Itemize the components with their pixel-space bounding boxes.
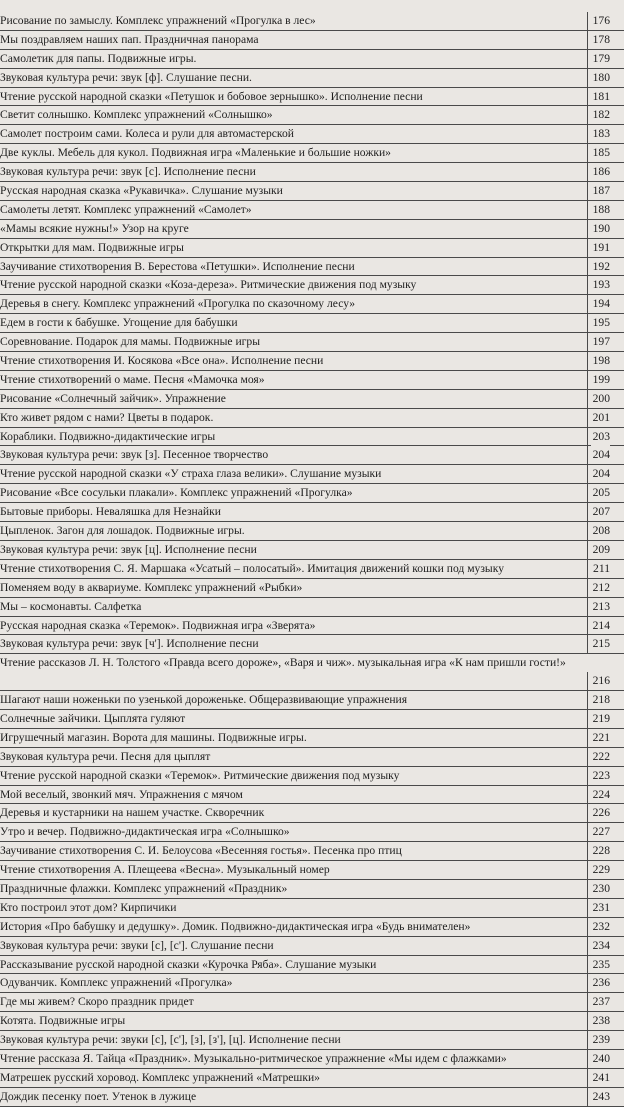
- column-divider: [587, 220, 588, 239]
- toc-entry-page-number: 199: [591, 371, 610, 389]
- toc-entry-page-number: 187: [591, 182, 610, 200]
- column-divider: [587, 956, 588, 975]
- column-divider: [587, 258, 588, 277]
- toc-entry-page-number: 192: [591, 258, 610, 276]
- toc-entry-page-number: 235: [591, 956, 610, 974]
- toc-entry-title: Чтение стихотворений о маме. Песня «Мамочка моя»: [0, 372, 265, 386]
- toc-entry-page-number: 219: [591, 710, 610, 728]
- toc-entry: [0, 710, 624, 729]
- toc-entry-page-number: 226: [591, 804, 610, 822]
- toc-entry-title: Заучивание стихотворения В. Берестова «Петушки». Исполнение песни: [0, 259, 355, 273]
- toc-entry-title: Звуковая культура речи: звуки [с], [с'], [з], [з'], [ц]. Исполнение песни: [0, 1033, 341, 1047]
- toc-entry-title: Чтение русской народной сказки «Коза-дереза». Ритмические движения под музыку: [0, 278, 417, 292]
- column-divider: [587, 598, 588, 617]
- toc-entry: [0, 767, 624, 786]
- column-divider: [587, 390, 588, 409]
- toc-entry: [0, 409, 624, 428]
- column-divider: [587, 861, 588, 880]
- toc-entry-title: Мы – космонавты. Салфетка: [0, 599, 142, 613]
- column-divider: [587, 333, 588, 352]
- toc-entry-title: Деревья и кустарники на нашем участке. Скворечник: [0, 806, 265, 820]
- column-divider: [587, 276, 588, 295]
- toc-entry: [0, 598, 624, 617]
- column-divider: [587, 465, 588, 484]
- toc-entry: [0, 106, 624, 125]
- toc-entry-page-number: 216: [591, 672, 610, 690]
- toc-entry-page-number: 182: [591, 106, 610, 124]
- toc-entry-page-number: 215: [591, 635, 610, 653]
- toc-entry-page-number: 193: [591, 276, 610, 294]
- toc-entry-page-number: 213: [591, 598, 610, 616]
- toc-entry-page-number: 212: [591, 579, 610, 597]
- toc-entry-page-number: 201: [591, 409, 610, 427]
- toc-entry-title: Чтение русской народной сказки «У страха глаза велики». Слушание музыки: [0, 467, 382, 481]
- toc-entry: [0, 314, 624, 333]
- toc-entry: [0, 276, 624, 295]
- column-divider: [587, 69, 588, 88]
- toc-entry-title: Две куклы. Мебель для кукол. Подвижная игра «Маленькие и большие ножки»: [0, 146, 391, 160]
- toc-entry-page-number: 179: [591, 50, 610, 68]
- toc-entry-page-number: 186: [591, 163, 610, 181]
- toc-entry-title: Котята. Подвижные игры: [0, 1014, 126, 1028]
- toc-entry-title: Звуковая культура речи: звук [з]. Песенное творчество: [0, 448, 269, 462]
- toc-entry: [0, 691, 624, 710]
- toc-entry-title: Русская народная сказка «Теремок». Подвижная игра «Зверята»: [0, 618, 316, 632]
- toc-entry: [0, 69, 624, 88]
- toc-entry-title: История «Про бабушку и дедушку». Домик. Подвижно-дидактическая игра «Будь внимателен»: [0, 919, 471, 933]
- table-of-contents: [0, 12, 624, 1107]
- toc-entry-title: Звуковая культура речи: звуки [с], [с']. Слушание песни: [0, 938, 274, 952]
- column-divider: [587, 691, 588, 710]
- toc-entry-page-number: 205: [591, 484, 610, 502]
- toc-entry-page-number: 211: [591, 560, 610, 578]
- column-divider: [587, 182, 588, 201]
- toc-entry: [0, 899, 624, 918]
- column-divider: [587, 1069, 588, 1088]
- toc-entry-title: Утро и вечер. Подвижно-дидактическая игра «Солнышко»: [0, 825, 290, 839]
- column-divider: [587, 617, 588, 636]
- toc-entry-title: Звуковая культура речи: звук [ф]. Слушание песни.: [0, 70, 252, 84]
- toc-entry: [0, 579, 624, 598]
- column-divider: [587, 295, 588, 314]
- column-divider: [587, 314, 588, 333]
- toc-entry: [0, 1012, 624, 1031]
- toc-entry: [0, 937, 624, 956]
- toc-entry: [0, 333, 624, 352]
- toc-entry-title: Игрушечный магазин. Ворота для машины. Подвижные игры.: [0, 730, 307, 744]
- toc-entry-page-number: 194: [591, 295, 610, 313]
- toc-entry-title: Бытовые приборы. Неваляшка для Незнайки: [0, 505, 221, 519]
- toc-entry: [0, 560, 624, 579]
- toc-entry-page-number: 236: [591, 974, 610, 992]
- toc-entry: [0, 144, 624, 163]
- toc-entry-title: Звуковая культура речи: звук [ч']. Исполнение песни: [0, 637, 259, 651]
- column-divider: [587, 446, 588, 465]
- toc-entry-title: Рисование «Солнечный зайчик». Упражнение: [0, 391, 226, 405]
- toc-entry-page-number: 214: [591, 617, 610, 635]
- column-divider: [587, 125, 588, 144]
- column-divider: [587, 823, 588, 842]
- toc-entry: [0, 1069, 624, 1088]
- toc-entry-title: Где мы живем? Скоро праздник придет: [0, 995, 194, 1009]
- column-divider: [587, 560, 588, 579]
- column-divider: [587, 767, 588, 786]
- column-divider: [587, 899, 588, 918]
- column-divider: [587, 1050, 588, 1069]
- toc-entry: [0, 295, 624, 314]
- toc-entry-title: Рисование по замыслу. Комплекс упражнений «Прогулка в лес»: [0, 14, 316, 27]
- toc-entry: [0, 617, 624, 636]
- toc-entry: [0, 956, 624, 975]
- toc-entry-page-number: 181: [591, 88, 610, 106]
- toc-entry: [0, 12, 624, 31]
- toc-entry: [0, 842, 624, 861]
- toc-entry-page-number: 239: [591, 1031, 610, 1049]
- toc-entry: [0, 352, 624, 371]
- column-divider: [587, 729, 588, 748]
- toc-entry-page-number: 237: [591, 993, 610, 1011]
- toc-entry-title: Мы поздравляем наших пап. Праздничная панорама: [0, 32, 259, 46]
- column-divider: [587, 31, 588, 50]
- toc-entry-title: Звуковая культура речи: звук [с]. Исполнение песни: [0, 165, 256, 179]
- column-divider: [587, 163, 588, 182]
- toc-entry: [0, 503, 624, 522]
- column-divider: [587, 484, 588, 503]
- toc-entry: [0, 31, 624, 50]
- toc-entry: [0, 201, 624, 220]
- toc-entry: [0, 729, 624, 748]
- toc-entry: [0, 654, 624, 691]
- toc-entry: [0, 182, 624, 201]
- toc-entry-title: Чтение стихотворения И. Косякова «Все она». Исполнение песни: [0, 354, 324, 368]
- toc-entry-title: Солнечные зайчики. Цыплята гуляют: [0, 711, 186, 725]
- toc-entry-title: Русская народная сказка «Рукавичка». Слушание музыки: [0, 184, 283, 198]
- toc-entry-page-number: 178: [591, 31, 610, 49]
- toc-entry: [0, 1050, 624, 1069]
- toc-entry-page-number: 222: [591, 748, 610, 766]
- column-divider: [587, 710, 588, 729]
- toc-entry-page-number: 232: [591, 918, 610, 936]
- toc-entry-title: Праздничные флажки. Комплекс упражнений «Праздник»: [0, 881, 288, 895]
- toc-entry: [0, 446, 624, 465]
- toc-entry-title: Самолет построим сами. Колеса и рули для автомастерской: [0, 127, 294, 141]
- column-divider: [587, 786, 588, 805]
- toc-entry-page-number: 204: [591, 465, 610, 483]
- toc-entry-title: Чтение стихотворения С. Я. Маршака «Усатый – полосатый». Имитация движений кошки под музыку: [0, 561, 504, 575]
- toc-entry-page-number: 243: [591, 1088, 610, 1106]
- toc-entry-page-number: 221: [591, 729, 610, 747]
- column-divider: [587, 503, 588, 522]
- toc-entry: [0, 163, 624, 182]
- column-divider: [587, 352, 588, 371]
- toc-entry-title: Звуковая культура речи. Песня для цыплят: [0, 749, 211, 763]
- toc-entry: [0, 50, 624, 69]
- column-divider: [587, 428, 588, 447]
- column-divider: [587, 239, 588, 258]
- toc-entry-title: Звуковая культура речи: звук [ц]. Исполнение песни: [0, 542, 257, 556]
- toc-entry-page-number: 204: [591, 446, 610, 464]
- toc-entry-title: Чтение рассказов Л. Н. Толстого «Правда всего дороже», «Варя и чиж». музыкальная игра «К нам пришли гости!»: [0, 656, 566, 670]
- toc-entry: [0, 804, 624, 823]
- column-divider: [587, 880, 588, 899]
- toc-entry-title: Заучивание стихотворения С. И. Белоусова «Весенняя гостья». Песенка про птиц: [0, 844, 402, 858]
- column-divider: [587, 804, 588, 823]
- toc-entry: [0, 541, 624, 560]
- toc-entry-page-number: 185: [591, 144, 610, 162]
- toc-entry-page-number: 234: [591, 937, 610, 955]
- toc-entry-title: Кто построил этот дом? Кирпичики: [0, 900, 177, 914]
- toc-entry-title: Соревнование. Подарок для мамы. Подвижные игры: [0, 335, 261, 349]
- column-divider: [587, 842, 588, 861]
- toc-entry-title: Мой веселый, звонкий мяч. Упражнения с мячом: [0, 787, 243, 801]
- toc-entry-title: Светит солнышко. Комплекс упражнений «Солнышко»: [0, 108, 273, 122]
- column-divider: [587, 144, 588, 163]
- toc-entry-page-number: 229: [591, 861, 610, 879]
- toc-entry-page-number: 238: [591, 1012, 610, 1030]
- toc-entry: [0, 371, 624, 390]
- toc-entry-title: Чтение русской народной сказки «Теремок». Ритмические движения под музыку: [0, 768, 400, 782]
- toc-entry-page-number: 241: [591, 1069, 610, 1087]
- toc-entry-page-number: 197: [591, 333, 610, 351]
- toc-entry-title: Самолетик для папы. Подвижные игры.: [0, 51, 197, 65]
- toc-entry: [0, 823, 624, 842]
- column-divider: [587, 974, 588, 993]
- toc-entry-title: Поменяем воду в аквариуме. Комплекс упражнений «Рыбки»: [0, 580, 303, 594]
- column-divider: [587, 522, 588, 541]
- toc-entry: [0, 1088, 624, 1107]
- column-divider: [587, 88, 588, 107]
- toc-entry-page-number: 180: [591, 69, 610, 87]
- toc-entry-page-number: 231: [591, 899, 610, 917]
- column-divider: [587, 50, 588, 69]
- toc-entry: [0, 918, 624, 937]
- toc-entry-page-number: 228: [591, 842, 610, 860]
- toc-entry-title: Рисование «Все сосульки плакали». Комплекс упражнений «Прогулка»: [0, 486, 353, 500]
- toc-entry-title: Дождик песенку поет. Утенок в лужице: [0, 1089, 197, 1103]
- toc-entry-page-number: 224: [591, 786, 610, 804]
- column-divider: [587, 937, 588, 956]
- column-divider: [587, 1012, 588, 1031]
- toc-entry: [0, 1031, 624, 1050]
- toc-entry-title: Рассказывание русской народной сказки «Курочка Ряба». Слушание музыки: [0, 957, 377, 971]
- column-divider: [587, 748, 588, 767]
- toc-entry-page-number: 208: [591, 522, 610, 540]
- column-divider: [587, 371, 588, 390]
- toc-entry-page-number: 209: [591, 541, 610, 559]
- toc-entry-page-number: 191: [591, 239, 610, 257]
- toc-entry: [0, 522, 624, 541]
- toc-entry-page-number: 223: [591, 767, 610, 785]
- toc-entry: [0, 258, 624, 277]
- toc-entry-title: Самолеты летят. Комплекс упражнений «Самолет»: [0, 202, 252, 216]
- toc-entry-title: Чтение русской народной сказки «Петушок и бобовое зернышко». Исполнение песни: [0, 89, 423, 103]
- column-divider: [587, 918, 588, 937]
- column-divider: [587, 541, 588, 560]
- toc-entry-title: «Мамы всякие нужны!» Узор на круге: [0, 221, 189, 235]
- toc-entry-title: Открытки для мам. Подвижные игры: [0, 240, 184, 254]
- toc-entry-page-number: 183: [591, 125, 610, 143]
- toc-entry: [0, 786, 624, 805]
- toc-entry: [0, 428, 624, 447]
- column-divider: [587, 635, 588, 654]
- column-divider: [587, 993, 588, 1012]
- toc-entry-title: Чтение стихотворения А. Плещеева «Весна». Музыкальный номер: [0, 863, 330, 877]
- toc-entry: [0, 125, 624, 144]
- toc-entry-page-number: 176: [591, 12, 610, 30]
- toc-entry-page-number: 195: [591, 314, 610, 332]
- toc-entry: [0, 88, 624, 107]
- column-divider: [587, 1088, 588, 1107]
- toc-entry-page-number: 203: [591, 428, 610, 446]
- toc-entry: [0, 993, 624, 1012]
- column-divider: [587, 1031, 588, 1050]
- toc-entry-page-number: 230: [591, 880, 610, 898]
- toc-entry: [0, 484, 624, 503]
- toc-entry-title: Деревья в снегу. Комплекс упражнений «Прогулка по сказочному лесу»: [0, 297, 356, 311]
- toc-entry-title: Кораблики. Подвижно-дидактические игры: [0, 429, 216, 443]
- toc-entry-page-number: 200: [591, 390, 610, 408]
- column-divider: [587, 106, 588, 125]
- toc-entry-title: Едем в гости к бабушке. Угощение для бабушки: [0, 316, 238, 330]
- toc-entry-title: Шагают наши ноженьки по узенькой дороженьке. Общеразвивающие упражнения: [0, 693, 408, 707]
- column-divider: [587, 12, 588, 31]
- toc-entry-title: Одуванчик. Комплекс упражнений «Прогулка»: [0, 976, 233, 990]
- toc-entry-title: Цыпленок. Загон для лошадок. Подвижные игры.: [0, 524, 245, 538]
- toc-entry-page-number: 190: [591, 220, 610, 238]
- toc-entry-page-number: 218: [591, 691, 610, 709]
- toc-entry-page-number: 188: [591, 201, 610, 219]
- toc-entry: [0, 861, 624, 880]
- toc-entry: [0, 390, 624, 409]
- column-divider: [587, 409, 588, 428]
- toc-entry: [0, 220, 624, 239]
- column-divider: [587, 579, 588, 598]
- toc-entry-title: Кто живет рядом с нами? Цветы в подарок.: [0, 410, 214, 424]
- toc-entry: [0, 465, 624, 484]
- toc-entry: [0, 748, 624, 767]
- toc-entry: [0, 974, 624, 993]
- toc-entry-page-number: 227: [591, 823, 610, 841]
- column-divider: [587, 201, 588, 220]
- toc-entry-title: Матрешек русский хоровод. Комплекс упражнений «Матрешки»: [0, 1070, 320, 1084]
- toc-entry: [0, 635, 624, 654]
- column-divider: [587, 672, 588, 691]
- toc-entry: [0, 239, 624, 258]
- toc-entry-page-number: 198: [591, 352, 610, 370]
- toc-entry-page-number: 207: [591, 503, 610, 521]
- toc-entry: [0, 880, 624, 899]
- toc-entry-page-number: 240: [591, 1050, 610, 1068]
- toc-entry-title: Чтение рассказа Я. Тайца «Праздник». Музыкально-ритмическое упражнение «Мы идем с флажками»: [0, 1052, 507, 1065]
